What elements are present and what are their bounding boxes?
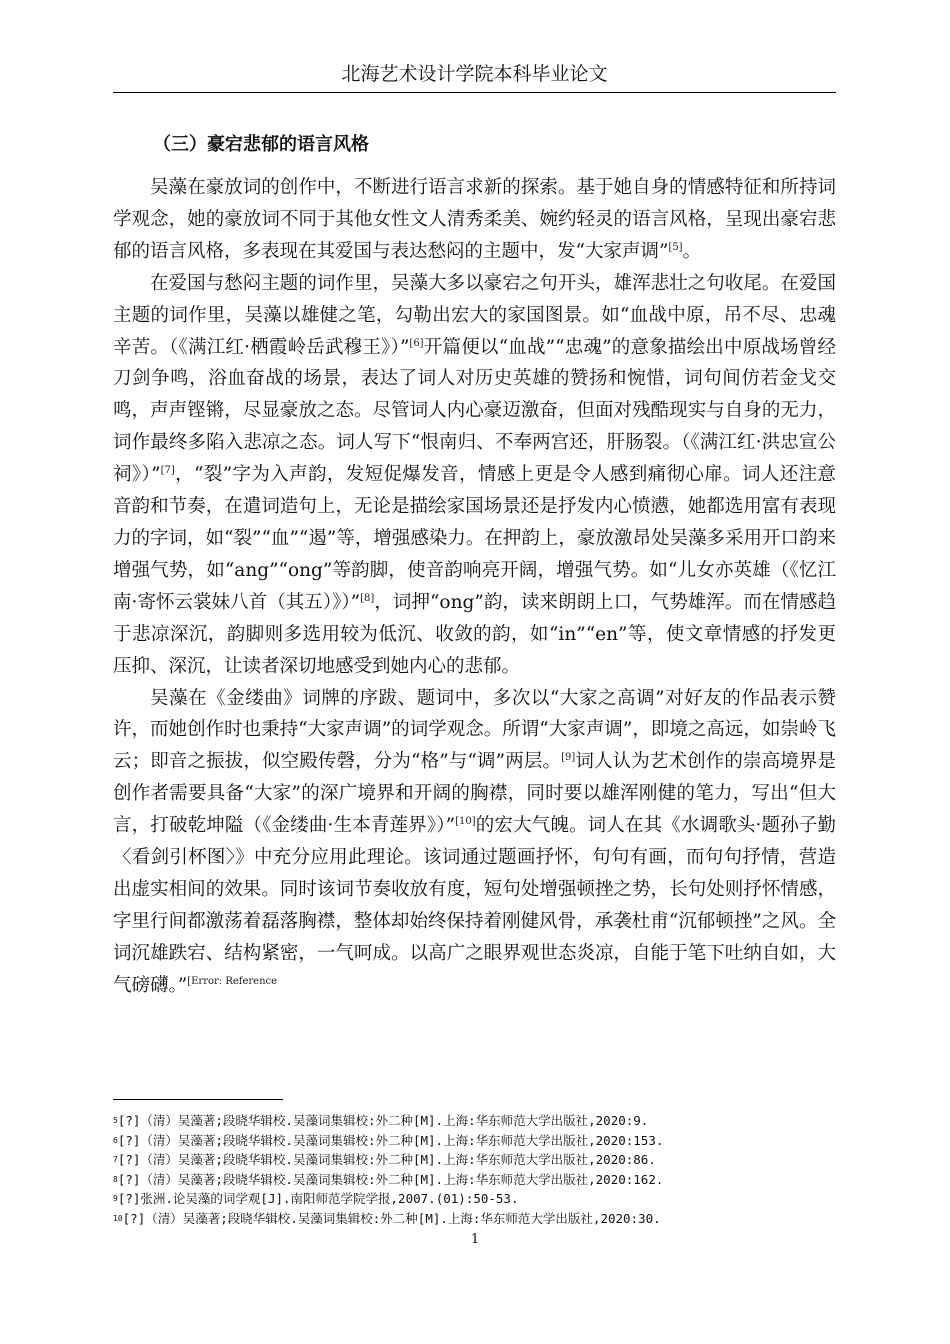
paragraph-3 [113, 683, 836, 1002]
page-number: 1 [470, 1232, 480, 1247]
footnote-text: [?]（清）吴藻著;段晓华辑校.吴藻词集辑校:外二种[M].上海:华东师范大学出版社,2020:86. [117, 1152, 656, 1168]
footnote-text: [?]（清）吴藻著;段晓华辑校.吴藻词集辑校:外二种[M].上海:华东师范大学出版社,2020:153. [117, 1132, 664, 1148]
paragraph-2 [113, 268, 836, 683]
footnote-item [113, 1131, 836, 1151]
footnotes [113, 1111, 836, 1229]
footnote-number: 7 [113, 1155, 118, 1165]
footnote-item [113, 1111, 836, 1131]
paragraph-text: 。 [682, 240, 702, 262]
footnote-item [113, 1209, 836, 1229]
citation-ref: [6] [409, 337, 424, 349]
page-header-title: 北海艺术设计学院本科毕业论文 [341, 63, 608, 85]
header-divider [113, 92, 836, 93]
footnote-text: [?]（清）吴藻著;段晓华辑校.吴藻词集辑校:外二种[M].上海:华东师范大学出版社,2020:162. [117, 1171, 664, 1187]
footnote-number: 6 [113, 1135, 118, 1145]
paragraph-text: 开篇便以“血战”“忠魂”的意象描绘出中原战场曾经刀剑争鸣，浴血奋战的场景，表达了词人对历史英雄的赞扬和惋惜，词句间仿若金戈交鸣，声声铿锵，尽显豪放之态。尽管词人内心豪迈激奋，但面对残酷现实与自身的无力，词作最终多陷入悲凉之态。词人写下“恨南归、不奉两宫还，肝肠裂。（《满江红·洪忠宣公祠》）” [113, 336, 836, 486]
paragraph-text: 吴藻在豪放词的创作中，不断进行语言求新的探索。基于她自身的情感特征和所持词学观念，她的豪放词不同于其他女性文人清秀柔美、婉约轻灵的语言风格，呈现出豪宕悲郁的语言风格，多表现在其爱国与表达愁闷的主题中，发“大家声调” [113, 177, 836, 262]
footnote-number: 5 [113, 1116, 118, 1125]
citation-ref: [10] [455, 816, 476, 828]
footnote-text: [?]（清）吴藻著;段晓华辑校.吴藻词集辑校:外二种[M].上海:华东师范大学出版社,2020:9. [117, 1113, 649, 1128]
paragraph-text: ，“裂”字为入声韵，发短促爆发音，情感上更是令人感到痛彻心扉。词人还注意音韵和节奏，在遣词造句上，无论是描绘家国场景还是抒发内心愤懑，她都选用富有表现力的字词，如“裂”“血”“遏”等，增强感染力。在押韵上，豪放激昂处吴藻多采用开口韵来增强气势，如“ang”“ong”等韵脚，使音韵响亮开阔，增强气势。如“儿女亦英雄（《忆江南·寄怀云裳妹八首（其五）》）” [113, 464, 836, 613]
paragraph-text: 吴藻在《金缕曲》词牌的序跋、题词中，多次以“大家之高调”对好友的作品表示赞许，而她创作时也秉持“大家声调”的词学观念。所谓“大家声调”，即境之高远，如崇岭飞云；即音之振拔，似空殿传磬，分为“格”与“调”两层。 [113, 687, 836, 773]
citation-ref: [7] [160, 465, 175, 477]
footnote-number: 8 [113, 1174, 118, 1184]
paragraph-1 [113, 172, 836, 268]
footnote-number: 10 [113, 1213, 123, 1223]
paragraph-text: ，词押“ong”韵，读来朗朗上口，气势雄浑。而在情感趋于悲凉深沉，韵脚则多选用较为低沉、收敛的韵，如“in”“en”等，使文章情感的抒发更压抑、深沉，让读者深切地感受到她内心的悲郁。 [113, 591, 836, 677]
footnote-item [113, 1170, 836, 1190]
paragraph-text: 的宏大气魄。词人在其《水调歌头·题孙子勤〈看剑引杯图〉》中充分应用此理论。该词通过题画抒怀，句句有画，而句句抒情，营造出虚实相间的效果。同时该词节奏收放有度，短句处增强顿挫之势，长句处则抒怀情感，字里行间都激荡着磊落胸襟，整体却始终保持着刚健风骨，承袭杜甫“沉郁顿挫”之风。全词沉雄跌宕、结构紧密，一气呵成。以高广之眼界观世态炎凉，自能于笔下吐纳自如，大气磅礴。” [113, 815, 836, 996]
footnote-item [113, 1150, 836, 1170]
paragraph-text: 在爱国与愁闷主题的词作里，吴藻大多以豪宕之句开头，雄浑悲壮之句收尾。在爱国主题的词作里，吴藻以雄健之笔，勾勒出宏大的家国图景。如“血战中原，吊不尽、忠魂辛苦。（《满江红·栖霞岭岳武穆王》）” [113, 272, 836, 358]
citation-ref: [5] [668, 241, 683, 253]
body-text [113, 172, 836, 1002]
footnote-text: [?]（清）吴藻著;段晓华辑校.吴藻词集辑校:外二种[M].上海:华东师范大学出版社,2020:30. [122, 1210, 661, 1226]
footnote-number: 9 [113, 1194, 118, 1204]
footnote-text: [?]张洲.论吴藻的词学观[J].南阳师范学院学报,2007.(01):50-53. [117, 1191, 519, 1207]
footnote-item [113, 1189, 836, 1209]
section-heading: （三）豪宕悲郁的语言风格 [153, 134, 369, 155]
paragraph-text: 词人认为艺术创作的崇高境界是创作者需要具备“大家”的深广境界和开阔的胸襟，同时要以雄浑刚健的笔力，写出“但大言，打破乾坤隘（《金缕曲·生本青莲界》）” [113, 751, 836, 837]
citation-ref: [9] [561, 752, 576, 764]
footnote-divider [113, 1099, 283, 1100]
citation-ref: [Error: Reference [187, 975, 278, 987]
citation-ref: [8] [360, 592, 375, 604]
